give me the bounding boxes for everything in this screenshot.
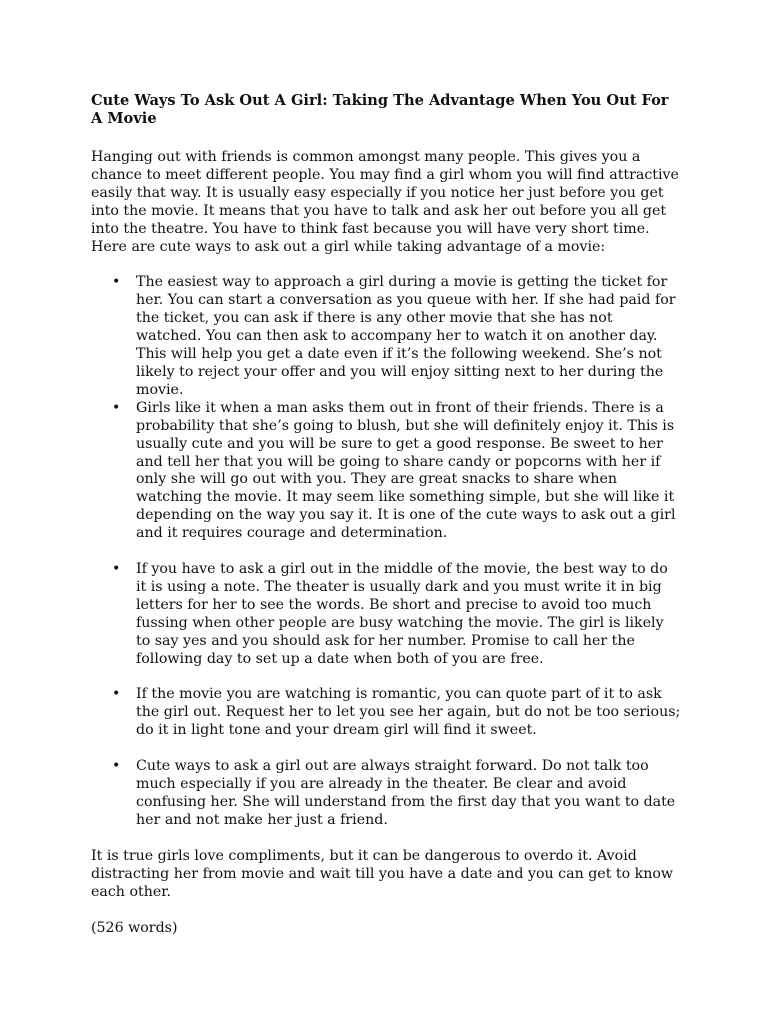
list-item-text: If you have to ask a girl out in the middle of the movie, the best way to do it is using a note. The theater is usually dark and you must write it in big letters for her to see the words. Be short and precise to avoid too much fussing when other people are busy watching the movie. The girl is likely to say yes and you should ask for her number. Promise to call her the following day to set up a date when both of you are free. xyxy=(136,561,668,667)
list-item-text: Girls like it when a man asks them out in front of their friends. There is a probability that she’s going to blush, but she will definitely enjoy it. This is usually cute and you will be sure to get a good response. Be sweet to her and tell her that you will be going to share candy or popcorns with her if only she will go out with you. They are great snacks to share when watching the movie. It may seem like something simple, but she will like it depending on the way you say it. It is one of the cute ways to ask out a girl and it requires courage and determination. xyxy=(136,399,676,542)
bullet-icon: • xyxy=(112,758,121,775)
conclusion-paragraph: It is true girls love compliments, but it can be dangerous to overdo it. Avoid distracting her from movie and wait till you have a date and you can get to know each other. xyxy=(91,847,674,900)
list-item xyxy=(91,274,682,399)
bullet-icon: • xyxy=(112,561,121,578)
list-item xyxy=(91,400,682,543)
article-title: Cute Ways To Ask Out A Girl: Taking The Advantage When You Out For A Movie xyxy=(91,92,669,127)
list-item-text: If the movie you are watching is romantic, you can quote part of it to ask the girl out. Request her to let you see her again, but do not be too serious; do it in light tone and your dream girl will find it sweet. xyxy=(136,686,681,739)
bullet-icon: • xyxy=(112,686,121,703)
list-item-text: Cute ways to ask a girl out are always straight forward. Do not talk too much especially if you are already in the theater. Be clear and avoid confusing her. She will understand from the first day that you want to date her and not make her just a friend. xyxy=(136,758,676,828)
list-item xyxy=(91,561,682,668)
bullet-icon: • xyxy=(112,274,121,291)
tips-list xyxy=(91,274,682,829)
list-item xyxy=(91,686,682,740)
word-count: (526 words) xyxy=(91,919,178,936)
bullet-icon: • xyxy=(112,399,121,416)
list-item xyxy=(91,758,682,830)
intro-paragraph: Hanging out with friends is common amongst many people. This gives you a chance to meet different people. You may find a girl whom you will find attractive easily that way. It is usually easy especially if you notice her just before you get into the movie. It means that you have to talk and ask her out before you all get into the theatre. You have to think fast because you will have very short time. Here are cute ways to ask out a girl while taking advantage of a movie: xyxy=(91,149,679,255)
list-item-text: The easiest way to approach a girl during a movie is getting the ticket for her. You can start a conversation as you queue with her. If she had paid for the ticket, you can ask if there is any other movie that she has not watched. You can then ask to accompany her to watch it on another day. This will help you get a date even if it’s the following weekend. She’s not likely to reject your offer and you will enjoy sitting next to her during the movie. xyxy=(136,274,676,398)
